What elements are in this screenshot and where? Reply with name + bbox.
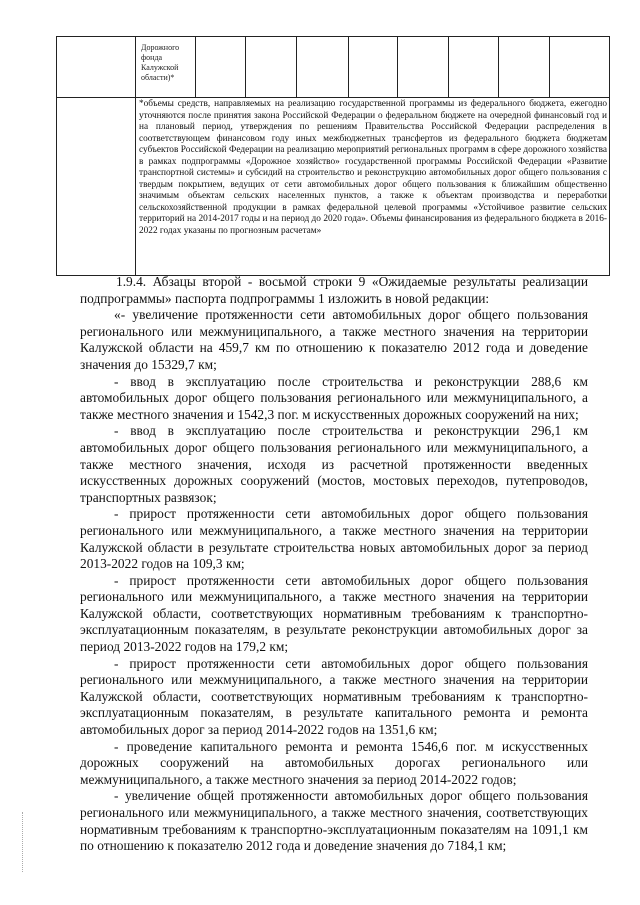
table-row-label: Дорожного фонда Калужской области)* — [141, 43, 180, 82]
table-row — [57, 37, 609, 98]
table-footnote — [139, 99, 607, 237]
table-divider — [397, 37, 398, 97]
document-body — [80, 274, 588, 855]
footnote-text: *объемы средств, направляемых на реализацию государственной программы из федерального бюджета, ежегодно уточняются после принятия закона Российской Федерации о федеральном бюджете на очередной финансовый год и на плановый период, утверждения по решениям Правительства Российской Федерации распределения в соответствующем финансовом году иных межбюджетных трансфертов из федерального бюджета бюджетам субъектов Российской Федерации на реализацию мероприятий региональных программ в сфере дорожного хозяйства в рамках подпрограммы «Дорожное хозяйство» государственной программы Российской Федерации «Развитие транспортной системы» и субсидий на строительство и реконструкцию автомобильных дорог общего пользования с твердым покрытием, ведущих от сети автомобильных дорог общего пользования к ближайшим общественно значимым объектам сельских населенных пунктов, а также к объектам производства и переработки сельскохозяйственной продукции в рамках федеральной целевой программы «Устойчивое развитие сельских территорий на 2014-2017 годы и на период до 2020 года». Объемы финансирования из федерального бюджета в 2016-2022 годах указаны по прогнозным расчетам» — [139, 99, 607, 236]
list-item: - ввод в эксплуатацию после строительства и реконструкции 296,1 км автомобильных дорог общего пользования регионального или межмуниципального, а также местного значения, исходя из расчетной протяженности введенных искусственных дорожных сооружений (мостов, мостовых переходов, путепроводов, транспортных развязок; — [80, 423, 588, 505]
list-item: - прирост протяженности сети автомобильных дорог общего пользования регионального или межмуниципального, а также местного значения на территории Калужской области, соответствующих нормативным требованиям к транспортно-эксплуатационным показателям, в результате реконструкции автомобильных дорог за период 2013-2022 годов на 179,2 км; — [80, 572, 588, 655]
margin-mark — [22, 812, 25, 872]
list-item: - ввод в эксплуатацию после строительства и реконструкции 288,6 км автомобильных дорог общего пользования регионального или межмуниципального, а также местного значения и 1542,3 пог. м искусственных дорожных сооружений на них; — [80, 373, 588, 422]
budget-table-fragment — [56, 36, 610, 276]
table-divider — [348, 37, 349, 97]
list-item: - прирост протяженности сети автомобильных дорог общего пользования регионального или межмуниципального, а также местного значения на территории Калужской области в результате строительства новых автомобильных дорог за период 2013-2022 годов на 109,3 км; — [80, 506, 588, 572]
table-divider — [195, 37, 196, 97]
amendment-heading: 1.9.4. Абзацы второй - восьмой строки 9 «Ожидаемые результаты реализации подпрограммы» паспорта подпрограммы 1 изложить в новой редакции: — [80, 274, 588, 306]
table-divider — [448, 37, 449, 97]
list-item: - проведение капитального ремонта и ремонта 1546,6 пог. м искусственных дорожных сооружений на автомобильных дорогах регионального или межмуниципального, а также местного значения за период 2014-2022 годов; — [80, 738, 588, 787]
list-item: - прирост протяженности сети автомобильных дорог общего пользования регионального или межмуниципального, а также местного значения на территории Калужской области, соответствующих нормативным требованиям к транспортно-эксплуатационным показателям, в результате капитального ремонта и ремонта автомобильных дорог за период 2014-2022 годов на 1351,6 км; — [80, 655, 588, 738]
table-divider — [296, 37, 297, 97]
table-divider — [245, 37, 246, 97]
table-divider — [549, 37, 550, 97]
table-divider — [498, 37, 499, 97]
table-divider — [135, 37, 136, 275]
list-item: «- увеличение протяженности сети автомобильных дорог общего пользования регионального или межмуниципального, а также местного значения на территории Калужской области на 459,7 км по отношению к показателю 2012 года и доведение значения до 15329,7 км; — [80, 307, 588, 372]
list-item: - увеличение общей протяженности автомобильных дорог общего пользования регионального или межмуниципального, а также местного значения, соответствующих нормативным требованиям к транспортно-эксплуатационным показателям на 1091,1 км по отношению к показателю 2012 года и доведение значения до 7184,1 км; — [80, 788, 588, 854]
